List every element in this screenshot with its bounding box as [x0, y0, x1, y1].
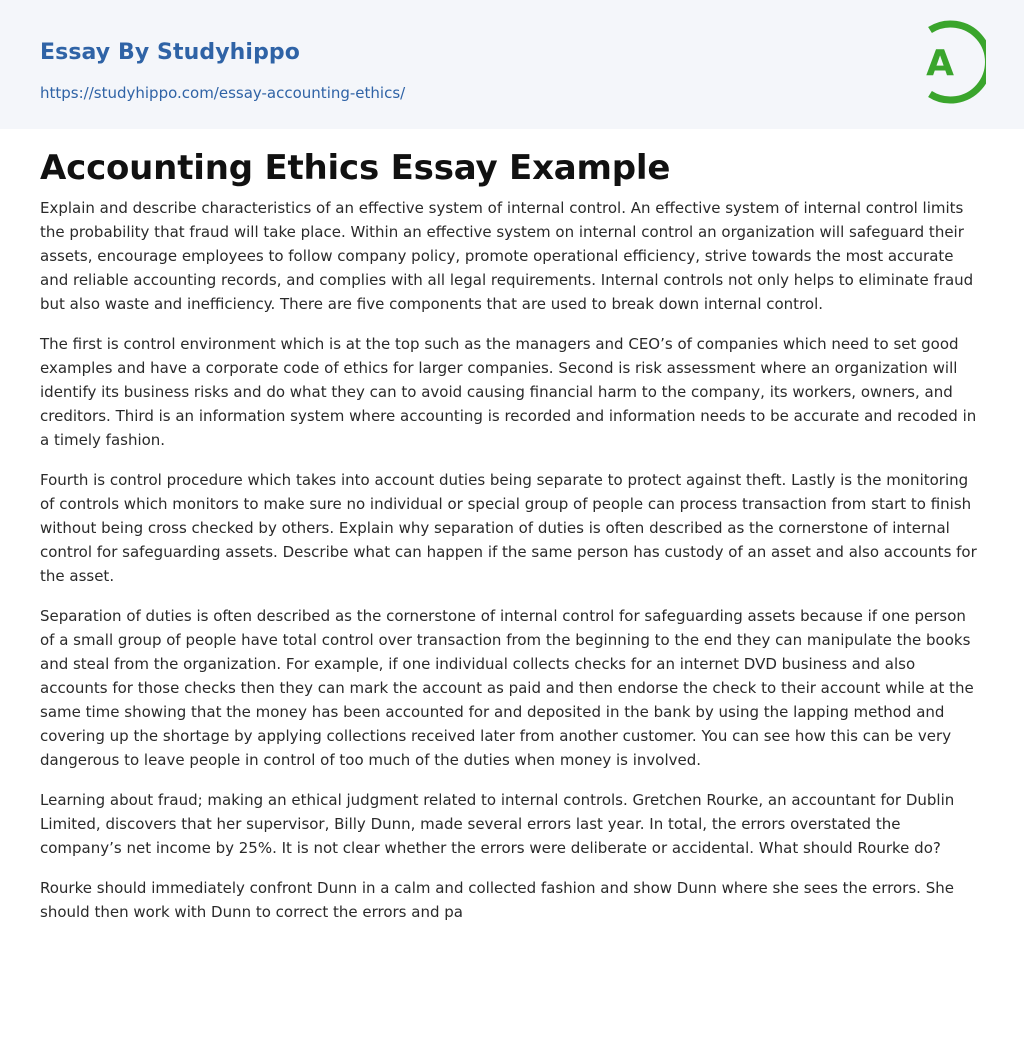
- page-title: Accounting Ethics Essay Example: [40, 148, 671, 188]
- essay-paragraph-truncated: Rourke should immediately confront Dunn in a calm and collected fashion and show Dunn where she sees the errors. She should then work with Dunn to correct the errors and pa: [40, 879, 954, 921]
- site-header: [0, 0, 1024, 129]
- essay-paragraph: Fourth is control procedure which takes into account duties being separate to protect against theft. Lastly is the monitoring of controls which monitors to make sure no individual or special group of people can process transaction from start to finish without being cross checked by others. Explain why separation of duties is often described as the cornerstone of internal control for safeguarding assets. Describe what can happen if the same person has custody of an asset and also accounts for the asset.: [40, 471, 977, 585]
- essay-content: [40, 146, 984, 940]
- essay-paragraph: Separation of duties is often described as the cornerstone of internal control for safeguarding assets because if one person of a small group of people have total control over transaction from the beginning to the end they can manipulate the books and steal from the organization. For example, if one individual collects checks for an internet DVD business and also accounts for those checks then they can mark the account as paid and then endorse the check to their account while at the same time showing that the money has been accounted for and deposited in the bank by using the lapping method and covering up the shortage by applying collections received later from another customer. You can see how this can be very dangerous to leave people in control of too much of the duties when money is involved.: [40, 607, 974, 769]
- studyhippo-logo-icon[interactable]: [912, 19, 986, 105]
- essay-paragraph: Explain and describe characteristics of an effective system of internal control. An effective system of internal control limits the probability that fraud will take place. Within an effective system on internal control an organization will safeguard their assets, encourage employees to follow company policy, promote operational efficiency, strive towards the most accurate and reliable accounting records, and complies with all legal requirements. Internal controls not only helps to eliminate fraud but also waste and inefficiency. There are five components that are used to break down internal control.: [40, 199, 974, 313]
- source-url-link[interactable]: https://studyhippo.com/essay-accounting-ethics/: [40, 84, 406, 102]
- essay-paragraph: The first is control environment which is at the top such as the managers and CEO’s of companies which need to set good examples and have a corporate code of ethics for larger companies. Second is risk assessment where an organization will identify its business risks and do what they can to avoid causing financial harm to the company, its workers, owners, and creditors. Third is an information system where accounting is recorded and information needs to be accurate and recoded in a timely fashion.: [40, 335, 977, 449]
- site-brand-title[interactable]: Essay By Studyhippo: [40, 40, 300, 65]
- essay-paragraph: Learning about fraud; making an ethical judgment related to internal controls. Gretchen Rourke, an accountant for Dublin Limited, discovers that her supervisor, Billy Dunn, made several errors last year. In total, the errors overstated the company’s net income by 25%. It is not clear whether the errors were deliberate or accidental. What should Rourke do?: [40, 791, 955, 857]
- logo-letter: A: [926, 43, 954, 84]
